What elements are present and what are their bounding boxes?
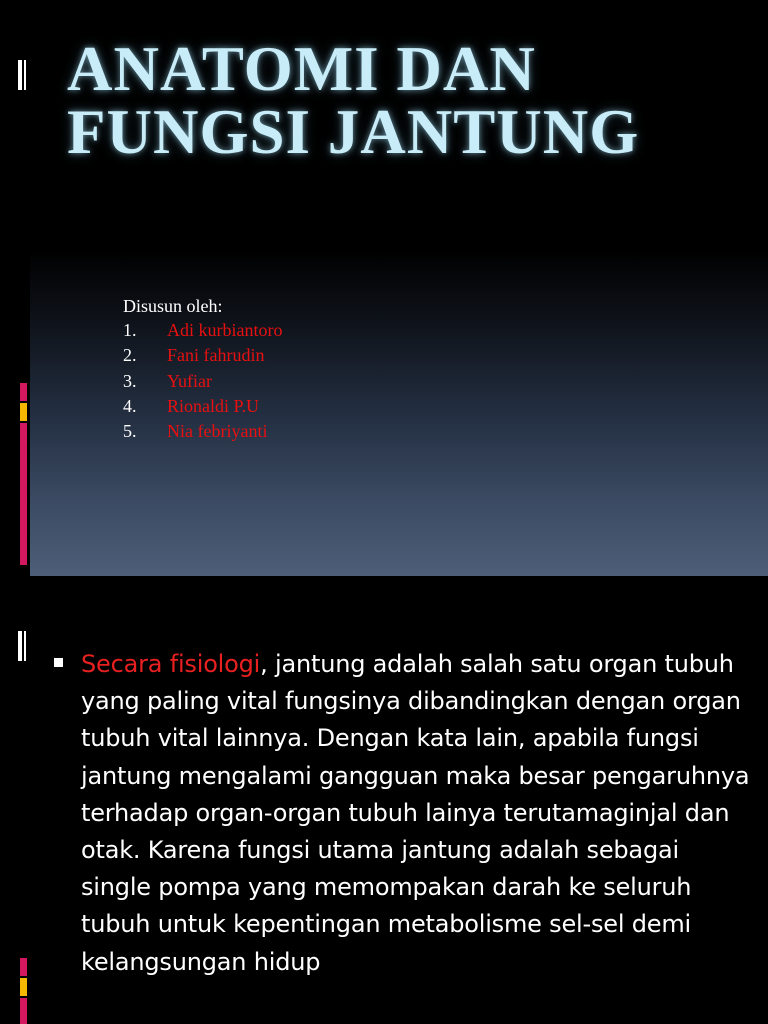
rail-accent-yellow: [20, 403, 27, 421]
author-number: 2.: [123, 345, 137, 366]
rail-marker-top: [18, 60, 22, 90]
author-name: Rionaldi P.U: [167, 395, 260, 416]
bullet-body: , jantung adalah salah satu organ tubuh yang paling vital fungsinya dibandingkan dengan organ tubuh vital lainnya. Dengan kata lain, apabila fungsi jantung mengalami gangguan maka besar pengaruhnya terhadap organ-organ tubuh lainya terutamaginjal dan otak. Karena fungsi utama jantung adalah sebagai single pompa yang memompakan darah ke seluruh tubuh untuk kepentingan metabolisme sel-sel demi kelangsungan hidup: [81, 650, 750, 976]
rail-marker-bottom-thin: [24, 631, 26, 661]
rail-accent-yellow-2: [20, 978, 27, 996]
rail-marker-top-thin: [24, 60, 26, 90]
author-item: [123, 419, 282, 444]
highlight-term: Secara fisiologi: [81, 650, 261, 678]
bullet-paragraph: [81, 646, 751, 981]
rail-accent-magenta-long: [20, 423, 27, 565]
rail-accent-magenta-2: [20, 958, 27, 976]
rail-marker-bottom: [18, 631, 22, 661]
title-line-2: FUNGSI JANTUNG: [67, 97, 640, 167]
author-number: 5.: [123, 421, 137, 442]
title-slide: [30, 0, 768, 576]
author-name: Nia febriyanti: [167, 421, 268, 442]
authors-label: Disusun oleh:: [123, 296, 223, 316]
slide-title: [67, 34, 640, 167]
author-name: Yufiar: [167, 370, 212, 391]
author-number: 3.: [123, 370, 137, 391]
rail-accent-magenta-long-2: [20, 998, 27, 1024]
author-item: [123, 343, 282, 368]
author-number: 4.: [123, 395, 137, 416]
authors-block: [123, 294, 282, 444]
author-item: [123, 394, 282, 419]
title-line-1: ANATOMI DAN: [67, 34, 536, 104]
author-name: Fani fahrudin: [167, 345, 265, 366]
author-item: [123, 318, 282, 343]
author-name: Adi kurbiantoro: [167, 320, 283, 340]
bullet-square-icon: [54, 658, 63, 667]
content-slide: [30, 576, 768, 1024]
author-number: 1.: [123, 320, 137, 340]
rail-accent-magenta: [20, 383, 27, 401]
author-item: [123, 369, 282, 394]
